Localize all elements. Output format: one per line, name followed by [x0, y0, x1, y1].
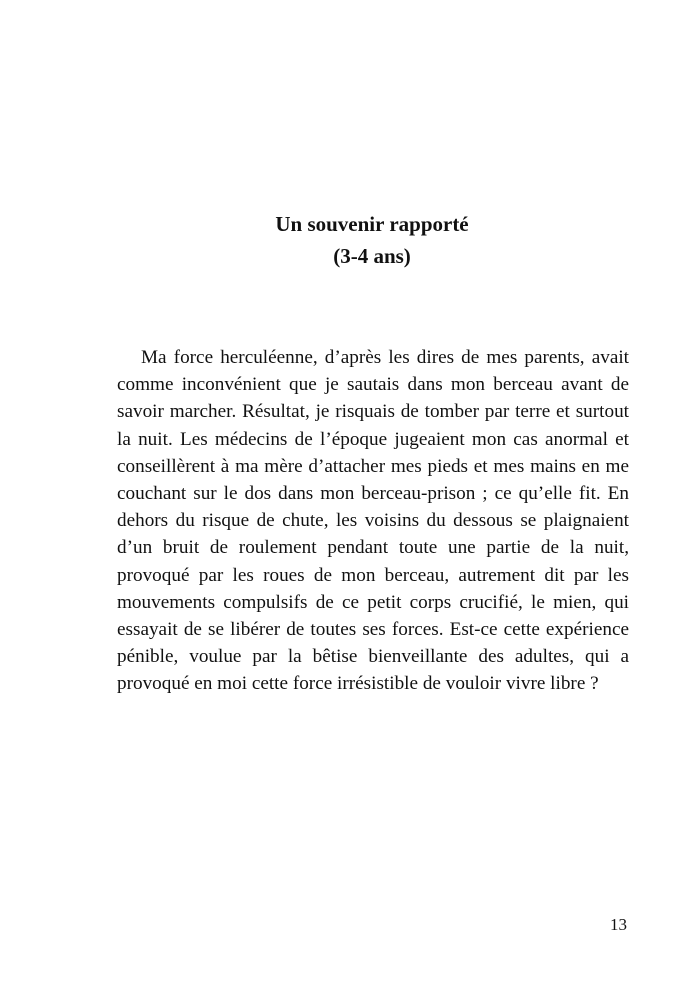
- chapter-heading: [0, 208, 700, 272]
- chapter-subtitle: (3-4 ans): [333, 244, 411, 268]
- body-paragraph: Ma force herculéenne, d’après les dires de mes parents, avait comme inconvénient que je sautais dans mon berceau avant de savoir marcher. Résultat, je risquais de tomber par terre et surtout la nuit. Les médecins de l’époque jugeaient mon cas anormal et conseillèrent à ma mère d’attacher mes pieds et mes mains en me couchant sur le dos dans mon berceau-prison ; ce qu’elle fit. En dehors du risque de chute, les voisins du dessous se plaignaient d’un bruit de roulement pendant toute une partie de la nuit, provoqué par les roues de mon berceau, autrement dit par les mouvements compulsifs de ce petit corps crucifié, le mien, qui essayait de se libérer de toutes ses forces. Est-ce cette expérience pénible, voulue par la bêtise bienveillante des adultes, qui a provoqué en moi cette force irrésistible de vouloir vivre libre ?: [117, 347, 629, 695]
- page-number: 13: [610, 915, 627, 934]
- chapter-title: Un souvenir rapporté: [275, 212, 469, 236]
